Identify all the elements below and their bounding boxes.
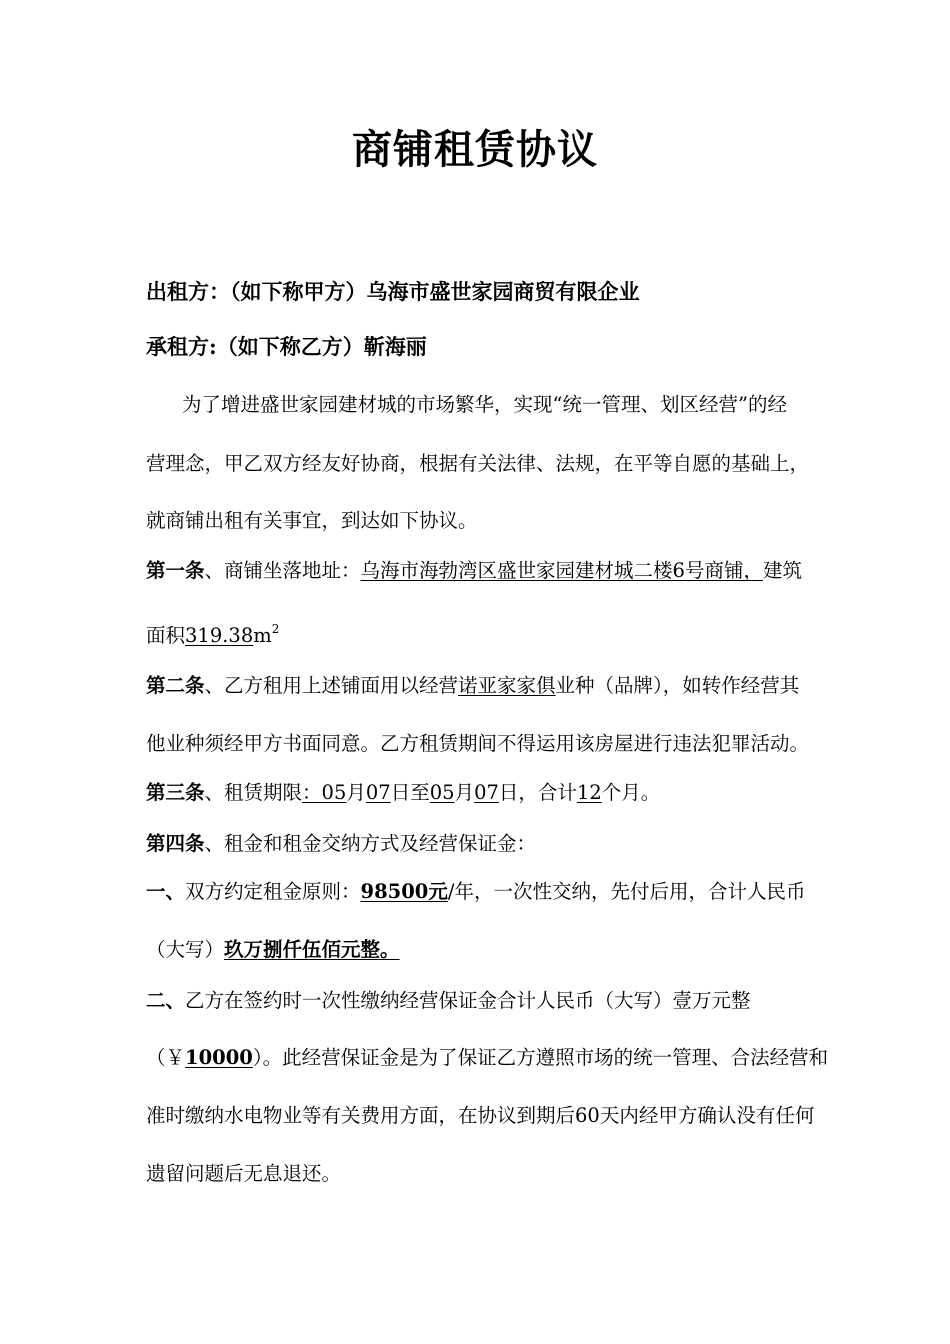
clause-2-line-4: 遗留问题后无息退还。 (146, 1162, 342, 1185)
article-2-text-b: 业种（品牌），如转作经营其 (555, 674, 800, 697)
area-unit-superscript: 2 (271, 622, 280, 636)
article-2-line-1 (146, 671, 812, 701)
clause-2-line-3: 准时缴纳水电物业等有关费用方面，在协议到期后60天内经甲方确认没有任何 (146, 1104, 815, 1127)
clause-2-prefix: 二、 (146, 989, 186, 1012)
clause-2-line-2 (146, 1043, 829, 1073)
clause-2-open: （￥ (146, 1046, 186, 1069)
lessor-name: 乌海市盛世家园商贸有限企业 (366, 279, 640, 304)
lease-to: 至 (410, 781, 430, 804)
article-3-line (146, 778, 812, 808)
preamble-line-2: 营理念，甲乙双方经友好协商，根据有关法律、法规，在平等自愿的基础上， (146, 452, 810, 475)
rent-amount-words: 玖万捌仟伍佰元整。 (224, 938, 400, 961)
deposit-amount: 10000 (185, 1046, 253, 1069)
article-3-label: 第三条 (146, 781, 205, 804)
article-4-line (146, 829, 812, 859)
clause-1-prefix: 一、 (146, 880, 186, 903)
article-1-line-2 (146, 614, 812, 651)
article-1-text-b: 建筑 (762, 559, 802, 582)
start-day-char: 日 (390, 781, 411, 804)
article-4-text: 、租金和租金交纳方式及经营保证金： (204, 832, 537, 855)
lessor-line (146, 277, 812, 307)
building-area: 319.38 (185, 624, 254, 647)
article-3-text-a: 、租赁期限 (204, 781, 303, 804)
article-1-text-c: 面积 (146, 624, 186, 647)
clause-1-line-2 (146, 935, 812, 965)
lease-end-day: 07 (474, 781, 499, 804)
article-2-label: 第二条 (146, 674, 205, 697)
area-unit: m (253, 624, 272, 647)
preamble-line-3: 就商铺出租有关事宜，到达如下协议。 (146, 509, 478, 532)
clause-1-line2-prefix: （大写） (146, 938, 225, 961)
lease-start-day: 07 (365, 781, 391, 804)
article-2-line-2: 他业种须经甲方书面同意。乙方租赁期间不得运用该房屋进行违法犯罪活动。 (146, 732, 810, 755)
article-1-text-a: 、商铺坐落地址： (204, 559, 361, 582)
article-1-label: 第一条 (146, 559, 205, 582)
clause-2-line1: 乙方在签约时一次性缴纳经营保证金合计人民币（大写）壹万元整 (185, 989, 751, 1012)
end-month-char: 月 (454, 781, 475, 804)
lease-start-month: 05 (321, 781, 347, 804)
lease-end-month: 05 (429, 781, 455, 804)
clause-1-text-a: 双方约定租金原则： (185, 880, 361, 903)
article-3-text-c: 个月。 (601, 781, 661, 804)
start-month-char: 月 (346, 781, 366, 804)
lessor-label: 出租方：（如下称甲方） (146, 279, 367, 304)
article-3-text-b: 日，合计 (498, 781, 577, 804)
clause-2-line-1 (146, 986, 812, 1016)
rent-amount: 98500元 (360, 880, 448, 903)
lessee-label: 承租方:（如下称乙方） (146, 334, 364, 359)
lessee-name: 靳海丽 (363, 334, 427, 359)
shop-address: 乌海市海勃湾区盛世家园建材城二楼6号商铺， (360, 559, 763, 582)
lease-months: 12 (576, 781, 602, 804)
article-2-text-a: 、乙方租用上述铺面用以经营 (204, 674, 459, 697)
document-title: 商铺租赁协议 (352, 126, 598, 173)
lessee-line (146, 332, 812, 362)
preamble-line-1: 为了增进盛世家园建材城的市场繁华，实现“统一管理、划区经营”的经 (182, 393, 787, 416)
article-1-line-1 (146, 556, 812, 586)
clause-2-rest: ）。此经营保证金是为了保证乙方遵照市场的统一管理、合法经营和 (252, 1046, 829, 1069)
clause-1-text-b: /年，一次性交纳，先付后用，合计人民币 (447, 880, 806, 903)
lease-colon: ： (302, 781, 322, 804)
clause-1-line-1 (146, 877, 812, 907)
article-4-label: 第四条 (146, 832, 205, 855)
business-brand: 诺亚家家俱 (458, 674, 556, 697)
